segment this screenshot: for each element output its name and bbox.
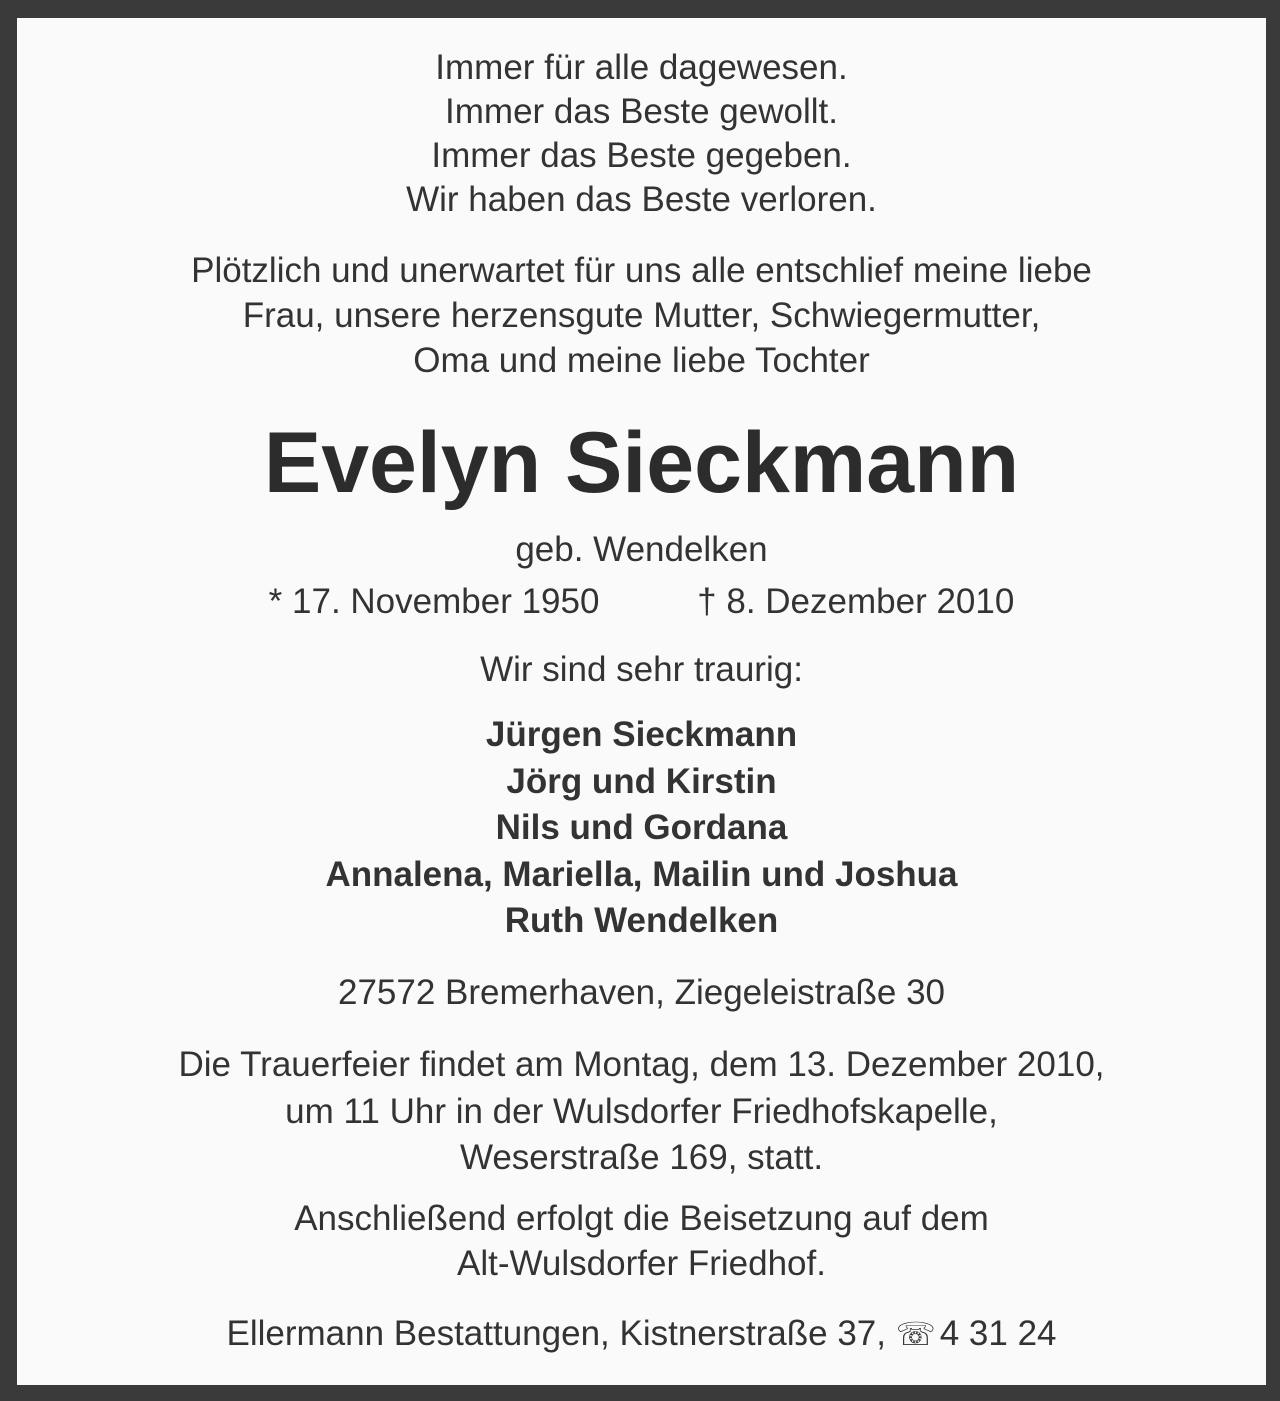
undertaker-phone: 4 31 24 [939, 1314, 1057, 1353]
maiden-name: geb. Wendelken [515, 530, 768, 569]
mourner: Ruth Wendelken [504, 901, 779, 940]
undertaker-info [17, 1312, 1266, 1356]
poem [17, 46, 1266, 222]
death-date: † 8. Dezember 2010 [697, 582, 1015, 621]
intro-line: Oma und meine liebe Tochter [413, 341, 870, 380]
mourner: Nils und Gordana [495, 808, 788, 847]
mourner: Jürgen Sieckmann [485, 715, 798, 754]
undertaker-text: Ellermann Bestattungen, Kistnerstraße 37, [226, 1314, 886, 1353]
family-address: 27572 Bremerhaven, Ziegeleistraße 30 [337, 973, 945, 1012]
burial-line: Anschließend erfolgt die Beisetzung auf dem [294, 1199, 989, 1238]
intro-line: Plötzlich und unerwartet für uns alle entschlief meine liebe [191, 251, 1092, 290]
poem-line: Immer für alle dagewesen. [435, 48, 848, 87]
deceased-name: Evelyn Sieckmann [263, 415, 1020, 511]
mourners-list [17, 712, 1266, 945]
birth-date: * 17. November 1950 [268, 582, 600, 621]
burial-info [17, 1196, 1266, 1286]
poem-line: Immer das Beste gegeben. [431, 136, 852, 175]
ceremony-line: um 11 Uhr in der Wulsdorfer Friedhofskapelle, [285, 1091, 998, 1131]
poem-line: Immer das Beste gewollt. [445, 92, 838, 131]
poem-line: Wir haben das Beste verloren. [406, 180, 877, 219]
burial-line: Alt-Wulsdorfer Friedhof. [457, 1244, 826, 1283]
ceremony-line: Die Trauerfeier findet am Montag, dem 13. Dezember 2010, [178, 1045, 1105, 1084]
ceremony-info [17, 1042, 1266, 1182]
mourner: Jörg und Kirstin [506, 761, 777, 801]
ceremony-line: Weserstraße 169, statt. [459, 1138, 824, 1177]
telephone-icon: ☏ [895, 1315, 936, 1353]
life-dates [17, 580, 1266, 624]
obituary-notice [17, 18, 1266, 1385]
intro-text [17, 248, 1266, 383]
mourning-statement: Wir sind sehr traurig: [480, 650, 803, 689]
mourner: Annalena, Mariella, Mailin und Joshua [325, 854, 958, 894]
intro-line: Frau, unsere herzensgute Mutter, Schwiegermutter, [242, 296, 1041, 335]
